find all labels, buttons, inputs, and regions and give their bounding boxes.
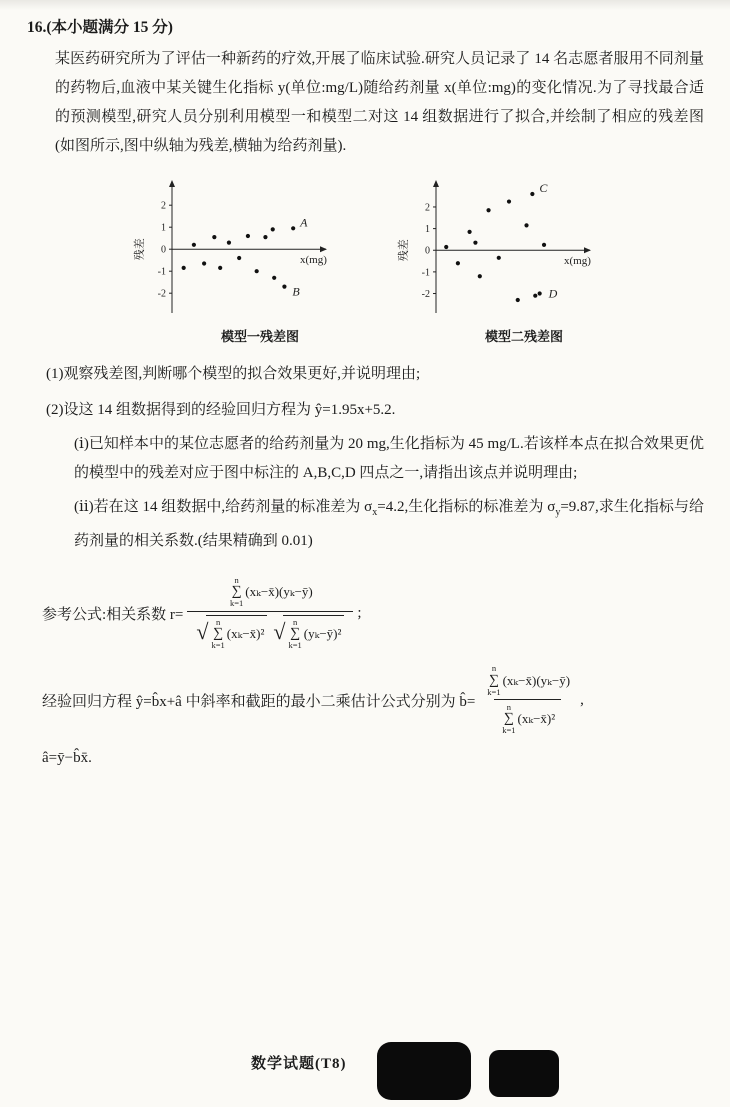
model1-chart-caption: 模型一残差图	[220, 329, 299, 344]
part-2-ii-prefix: (ⅱ)若在这 14 组数据中,给药剂量的标准差为 σ	[74, 499, 373, 515]
model2-residual-figure	[394, 173, 624, 345]
slope-denominator	[494, 699, 561, 736]
regression-formula	[42, 664, 704, 735]
redaction-box	[377, 1042, 471, 1100]
sqrt-y-term	[273, 615, 344, 651]
formula-semicolon: ;	[357, 604, 362, 621]
residual-plot-svg	[394, 173, 624, 325]
part-2-ii-text	[74, 493, 704, 556]
svg-text:x(mg): x(mg)	[564, 255, 591, 268]
svg-text:D: D	[548, 286, 558, 301]
model2-residual-plot	[394, 173, 624, 325]
model2-chart-caption: 模型二残差图	[484, 329, 563, 344]
svg-text:0: 0	[161, 244, 166, 256]
svg-text:2: 2	[425, 202, 430, 214]
svg-text:-2: -2	[421, 289, 430, 301]
svg-text:-1: -1	[157, 266, 166, 278]
svg-text:A: A	[300, 215, 308, 230]
regression-formula-prefix: 经验回归方程 ŷ=b̂x+â 中斜率和截距的最小二乘估计公式分别为 b̂=	[42, 693, 476, 710]
residual-plot-svg	[130, 173, 360, 325]
slope-numerator-term: (xₖ−x̄)(yₖ−ȳ)	[502, 672, 571, 688]
sum-operator: n ∑ k=1	[502, 702, 516, 736]
den-y-term: (yₖ−ȳ)²	[303, 625, 342, 641]
slope-fraction	[479, 664, 576, 735]
radical-sign: √	[196, 619, 209, 645]
correlation-formula	[42, 576, 704, 650]
svg-text:B: B	[292, 284, 300, 299]
part-2-i-text: (ⅰ)已知样本中的某位志愿者的给药剂量为 20 mg,生化指标为 45 mg/L.若该样本点在拟合效果更优的模型中的残差对应于图中标注的 A,B,C,D 四点之一,请指出该点并说明理由;	[74, 436, 704, 481]
correlation-formula-prefix: 参考公式:相关系数 r=	[42, 606, 184, 623]
correlation-numerator	[222, 576, 319, 611]
sum-operator: n ∑ k=1	[288, 616, 302, 651]
model1-residual-plot	[130, 173, 360, 325]
sqrt-x-term	[196, 615, 267, 651]
correlation-fraction	[187, 576, 353, 650]
svg-text:0: 0	[425, 245, 430, 257]
sum-operator: n ∑ k=1	[230, 575, 244, 609]
intercept-formula-text: â=ȳ−b̂x̄.	[42, 749, 92, 766]
slope-numerator	[479, 664, 576, 699]
part-2-ii-mid: =4.2,生化指标的标准差为 σ	[377, 499, 556, 515]
svg-text:x(mg): x(mg)	[300, 254, 327, 267]
redaction-box	[489, 1050, 559, 1097]
correlation-denominator	[187, 611, 353, 651]
part-2-ii-suffix: =9.87,求生化指标与给药剂量的相关系数.(结果精确到 0.01)	[74, 499, 704, 549]
part-1-text: (1)观察残差图,判断哪个模型的拟合效果更好,并说明理由;	[46, 366, 421, 382]
svg-text:残差: 残差	[134, 238, 146, 261]
radical-sign: √	[273, 619, 286, 645]
sum-operator: n ∑ k=1	[211, 616, 225, 651]
model1-residual-figure	[130, 173, 360, 345]
slope-denominator-term: (xₖ−x̄)²	[517, 711, 556, 727]
part-2-text: (2)设这 14 组数据得到的经验回归方程为 ŷ=1.95x+5.2.	[46, 402, 396, 418]
svg-text:C: C	[539, 180, 548, 195]
sigma-y-subscript: y	[555, 507, 561, 518]
den-x-term: (xₖ−x̄)²	[226, 625, 265, 641]
sigma-x-subscript: x	[372, 507, 378, 518]
regression-formula-comma: ,	[580, 691, 584, 708]
residual-charts-row	[24, 173, 730, 345]
svg-text:2: 2	[161, 200, 166, 212]
intercept-formula	[42, 750, 704, 767]
svg-text:-2: -2	[157, 288, 166, 300]
sum-operator: n ∑ k=1	[487, 663, 501, 697]
svg-text:1: 1	[161, 222, 166, 234]
correlation-numerator-term: (xₖ−x̄)(yₖ−ȳ)	[245, 584, 313, 600]
page-footer-title: 数学试题(T8)	[251, 1056, 347, 1072]
svg-text:残差: 残差	[398, 239, 410, 262]
svg-text:-1: -1	[421, 267, 430, 279]
question-intro: 某医药研究所为了评估一种新药的疗效,开展了临床试验.研究人员记录了 14 名志愿者服用不同剂量的药物后,血液中某关键生化指标 y(单位:mg/L)随给药剂量 x(单位:mg)的变化情况.为了寻找最合适的预测模型,研究人员分别利用模型一和模型二对这 14 组数据进行了拟合,并绘制了相应的残差图(如图所示,图中纵轴为残差,横轴为给药剂量).	[55, 51, 704, 154]
svg-text:1: 1	[425, 224, 430, 236]
question-number: 16.(本小题满分 15 分)	[27, 19, 173, 36]
